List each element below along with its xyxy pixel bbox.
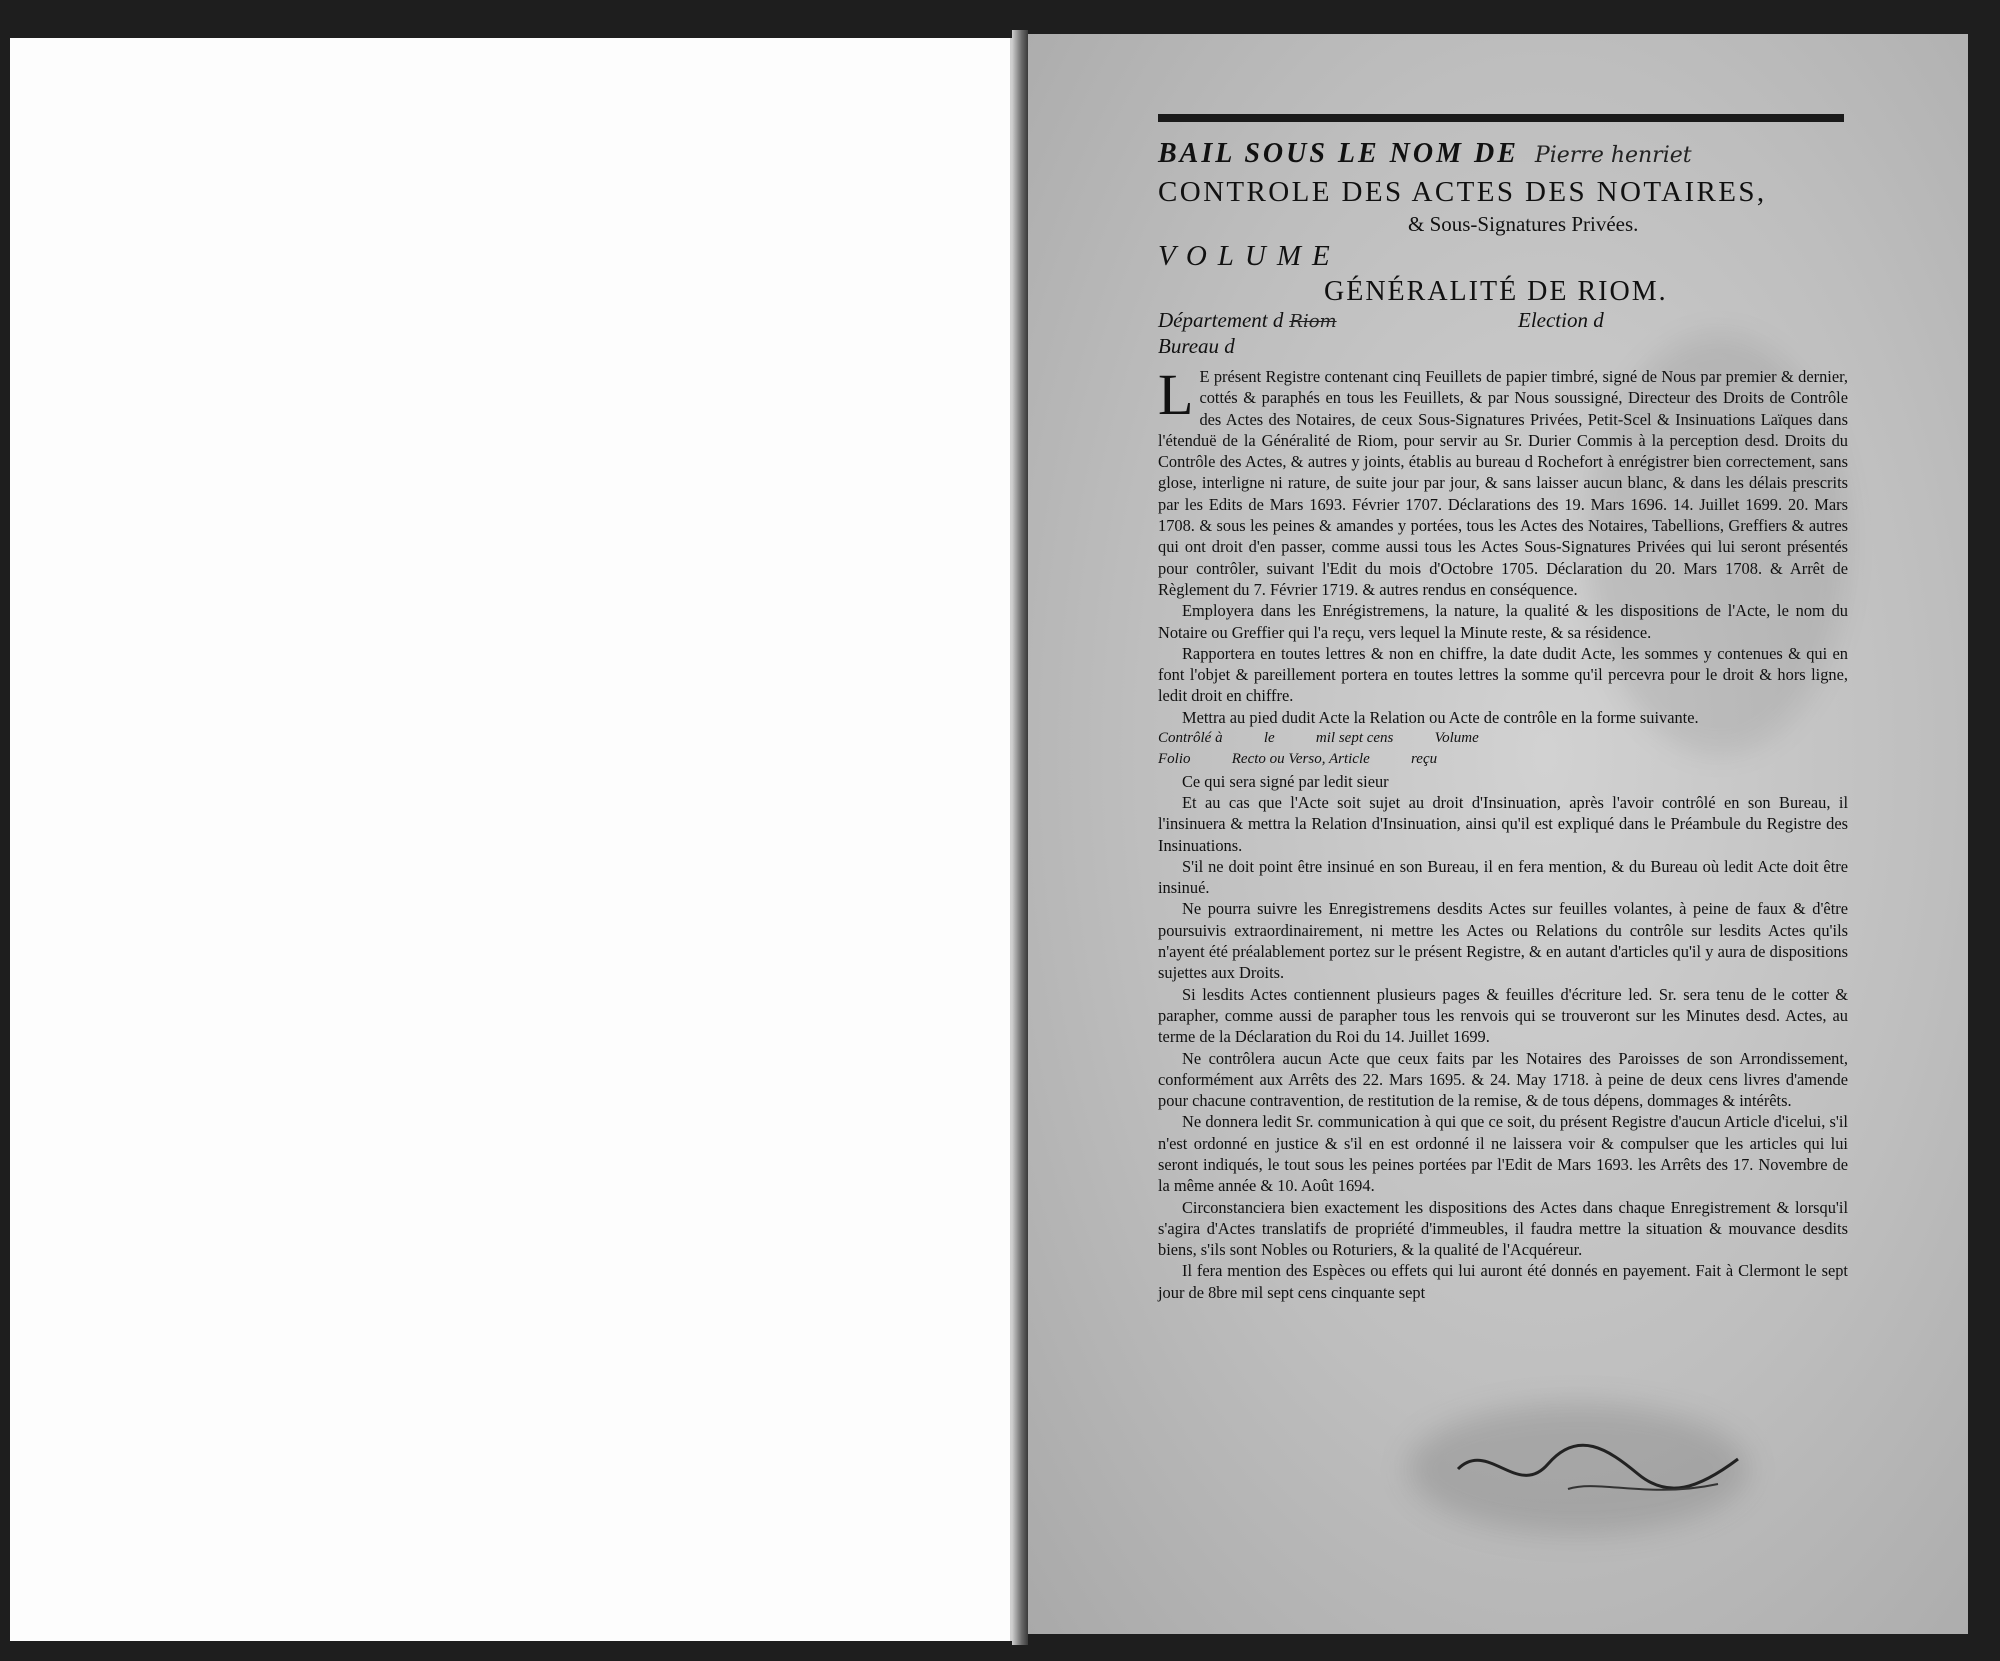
blank-left-page: [10, 38, 1012, 1641]
handwritten-departement: Riom: [1289, 311, 1337, 332]
election-label: Election d: [1518, 308, 1604, 332]
paragraph: Ne pourra suivre les Enregistremens desdits Actes sur feuilles volantes, à peine de faux & d'être poursuivis extraordinairement, ni mettre les Actes ou Relations du contrôle sur lesdits Actes qu'ils n'ayent été préalablement portez sur le présent Registre, & en autant d'articles qu'il y aura de dispositions sujettes aux Droits.: [1158, 899, 1848, 983]
bail-heading: [1158, 138, 1692, 170]
paragraph: Ne contrôlera aucun Acte que ceux faits par les Notaires des Paroisses de son Arrondissement, conformément aux Arrêts des 22. Mars 1695. & 24. May 1718. à peine de deux cens livres d'amende pour chacune contravention, de restitution de la remise, & de tous dépens, dommages & intérêts.: [1158, 1048, 1848, 1111]
departement-line: [1158, 308, 1337, 333]
paragraph: Circonstanciera bien exactement les dispositions des Actes dans chaque Enregistrement & lorsqu'il s'agira d'Actes translatifs de propriété d'immeubles, il faudra mettre la situation & mouvance desdits biens, s'ils sont Nobles ou Roturiers, & la qualité de l'Acquéreur.: [1158, 1197, 1848, 1260]
paragraph: Rapportera en toutes lettres & non en chiffre, la date dudit Acte, les sommes y contenues & qui en font l'objet & pareillement portera en toutes lettres la somme qu'il percevra pour le droit & hors ligne, ledit droit en chiffre.: [1158, 643, 1848, 706]
page-title: CONTROLE DES ACTES DES NOTAIRES,: [1158, 176, 1767, 208]
handwritten-name: Pierre henriet: [1534, 143, 1692, 168]
control-formula-line-1: Contrôlé à le mil sept cens Volume: [1158, 730, 1479, 747]
register-page: [1028, 34, 1968, 1634]
paragraph: [1158, 362, 1848, 600]
book-gutter: [1012, 30, 1028, 1645]
page-subtitle: & Sous-Signatures Privées.: [1408, 212, 1639, 236]
departement-label: Département: [1158, 308, 1268, 332]
bureau-label: Bureau d: [1158, 334, 1235, 358]
paragraph: Si lesdits Actes contiennent plusieurs pages & feuilles d'écriture led. Sr. sera tenu de le cotter & parapher, comme aussi de parapher tous les renvois qui se trouveront sur les Minutes desd. Actes, au terme de la Déclaration du Roi du 14. Juillet 1699.: [1158, 984, 1848, 1047]
signature-flourish: [1448, 1429, 1748, 1509]
volume-label: VOLUME: [1158, 240, 1341, 272]
departement-d: d: [1272, 308, 1284, 332]
paragraph: Il fera mention des Espèces ou effets qui lui auront été donnés en payement. Fait à Clermont le sept jour de 8bre mil sept cens cinquante sept: [1158, 1261, 1848, 1302]
bail-label: BAIL SOUS LE NOM DE: [1158, 138, 1519, 169]
paragraph: Employera dans les Enrégistremens, la nature, la qualité & les dispositions de l'Acte, le nom du Notaire ou Greffier qui l'a reçu, vers lequel la Minute reste, & sa résidence.: [1158, 601, 1848, 642]
paragraph: Et au cas que l'Acte soit sujet au droit d'Insinuation, après l'avoir contrôlé en son Bureau, il l'insinuera & mettra la Relation d'Insinuation, ainsi qu'il est expliqué dans le Préambule du Registre des Insinuations.: [1158, 792, 1848, 855]
paragraph: Ce qui sera signé par ledit sieur: [1182, 771, 1389, 791]
paragraph: S'il ne doit point être insinué en son Bureau, il en fera mention, & du Bureau où ledit Acte doit être insinué.: [1158, 856, 1848, 898]
paragraph-text: E présent Registre contenant cinq Feuillets de papier timbré, signé de Nous par premier & dernier, cottés & paraphés en tous les Feuillets, & par Nous soussigné, Directeur des Droits de Contrôle des Actes des Notaires, de ceux Sous-Signatures Privées, Petit-Scel & Insinuations Laïques dans l'étenduë de la Généralité de Riom, pour servir au Sr. Durier Commis à la perception desd. Droits du Contrôle des Actes, & autres y joints, établis au bureau d Rochefort à enrégistrer bien correctement, sans glose, interligne ni rature, de suite jour par jour, & sans laisser aucun blanc, & dans les délais prescrits par les Edits de Mars 1693. Février 1707. Déclarations des 19. Mars 1696. 14. Juillet 1699. 20. Mars 1708. & sous les peines & amandes y portées, tous les Actes des Notaires, Tabellions, Greffiers & autres qui ont droit d'en passer, comme aussi tous les Actes Sous-Signatures Privées qui lui seront présentés pour contrôler, suivant l'Edit du mois d'Octobre 1705. Déclaration du 20. Mars 1708. & Arrêt de Règlement du 7. Février 1719. & autres rendus en conséquence.: [1158, 367, 1848, 599]
control-formula-line-2: Folio Recto ou Verso, Article reçu: [1158, 751, 1438, 768]
header-rule: [1158, 114, 1844, 122]
dropcap: L: [1158, 362, 1194, 427]
generalite-heading: GÉNÉRALITÉ DE RIOM.: [1324, 276, 1668, 307]
register-body: [1158, 362, 1848, 1303]
paragraph: Ne donnera ledit Sr. communication à qui que ce soit, du présent Registre d'aucun Article d'icelui, s'il n'est ordonné en justice & s'il en est ordonné il ne laissera voir & compulser que les articles qui lui seront indiqués, le tout sous les peines portées par l'Edit de Mars 1693. les Arrêts des 17. Novembre de la même année & 10. Août 1694.: [1158, 1112, 1848, 1196]
paragraph: Mettra au pied dudit Acte la Relation ou Acte de contrôle en la forme suivante.: [1182, 707, 1699, 727]
